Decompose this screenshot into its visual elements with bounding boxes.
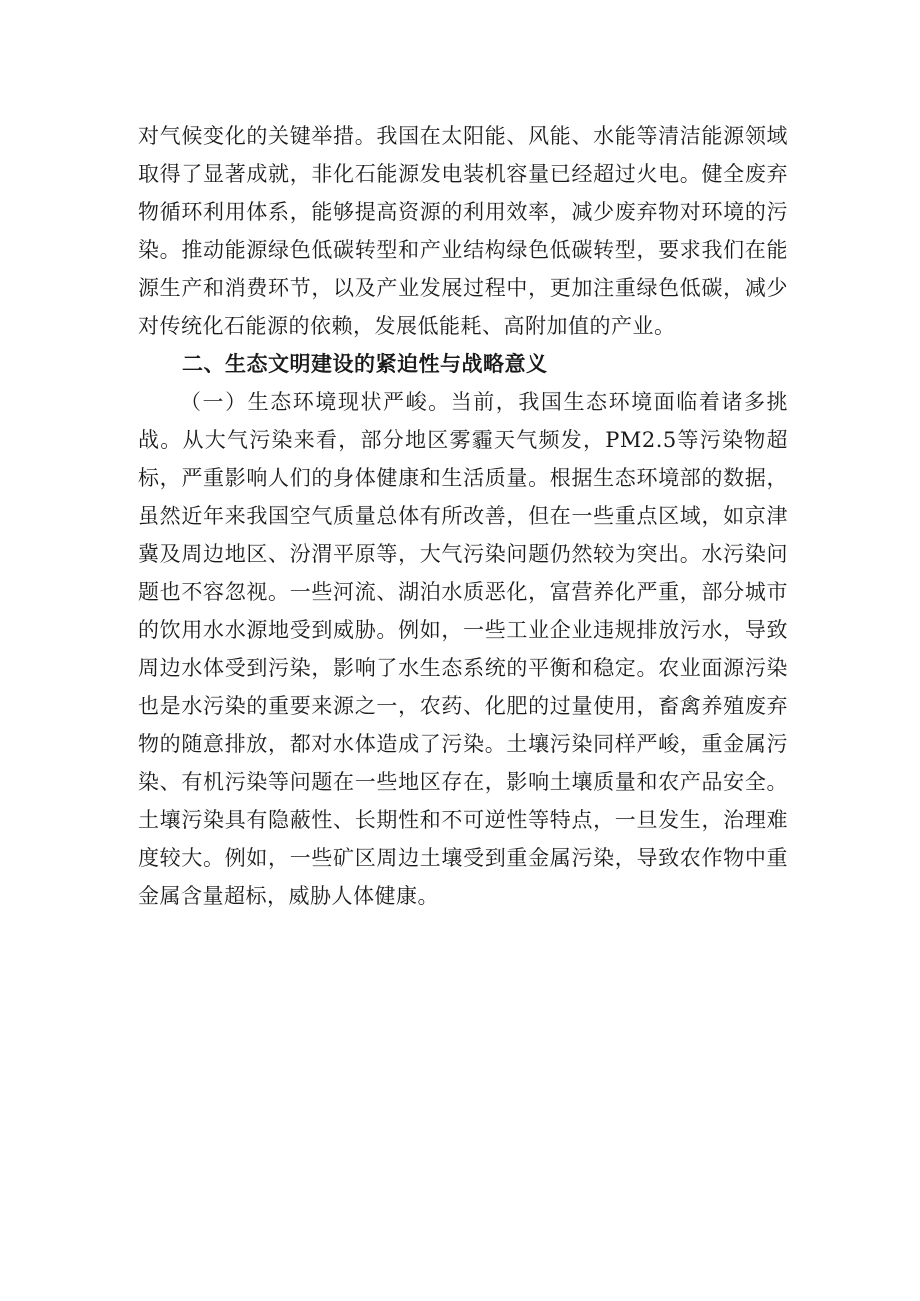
section-heading: 二、生态文明建设的紧迫性与战略意义: [182, 352, 548, 376]
paragraph-continued: 对气候变化的关键举措。我国在太阳能、风能、水能等清洁能源领域取得了显著成就，非化石能源发电装机容量已经超过火电。健全废弃物循环利用体系，能够提高资源的利用效率，减少废弃物对环境的污染。推动能源绿色低碳转型和产业结构绿色低碳转型，要求我们在能源生产和消费环节，以及产业发展过程中，更加注重绿色低碳，减少对传统化石能源的依赖，发展低能耗、高附加值的产业。: [138, 124, 788, 338]
paragraph-ecological-status: （一）生态环境现状严峻。当前，我国生态环境面临着诸多挑战。从大气污染来看，部分地区雾霾天气频发，PM2.5等污染物超标，严重影响人们的身体健康和生活质量。根据生态环境部的数据，虽然近年来我国空气质量总体有所改善，但在一些重点区域，如京津冀及周边地区、汾渭平原等，大气污染问题仍然较为突出。水污染问题也不容忽视。一些河流、湖泊水质恶化，富营养化严重，部分城市的饮用水水源地受到威胁。例如，一些工业企业违规排放污水，导致周边水体受到污染，影响了水生态系统的平衡和稳定。农业面源污染也是水污染的重要来源之一，农药、化肥的过量使用，畜禽养殖废弃物的随意排放，都对水体造成了污染。土壤污染同样严峻，重金属污染、有机污染等问题在一些地区存在，影响土壤质量和农产品安全。土壤污染具有隐蔽性、长期性和不可逆性等特点，一旦发生，治理难度较大。例如，一些矿区周边土壤受到重金属污染，导致农作物中重金属含量超标，威胁人体健康。: [138, 390, 788, 908]
document-body: [138, 117, 788, 915]
